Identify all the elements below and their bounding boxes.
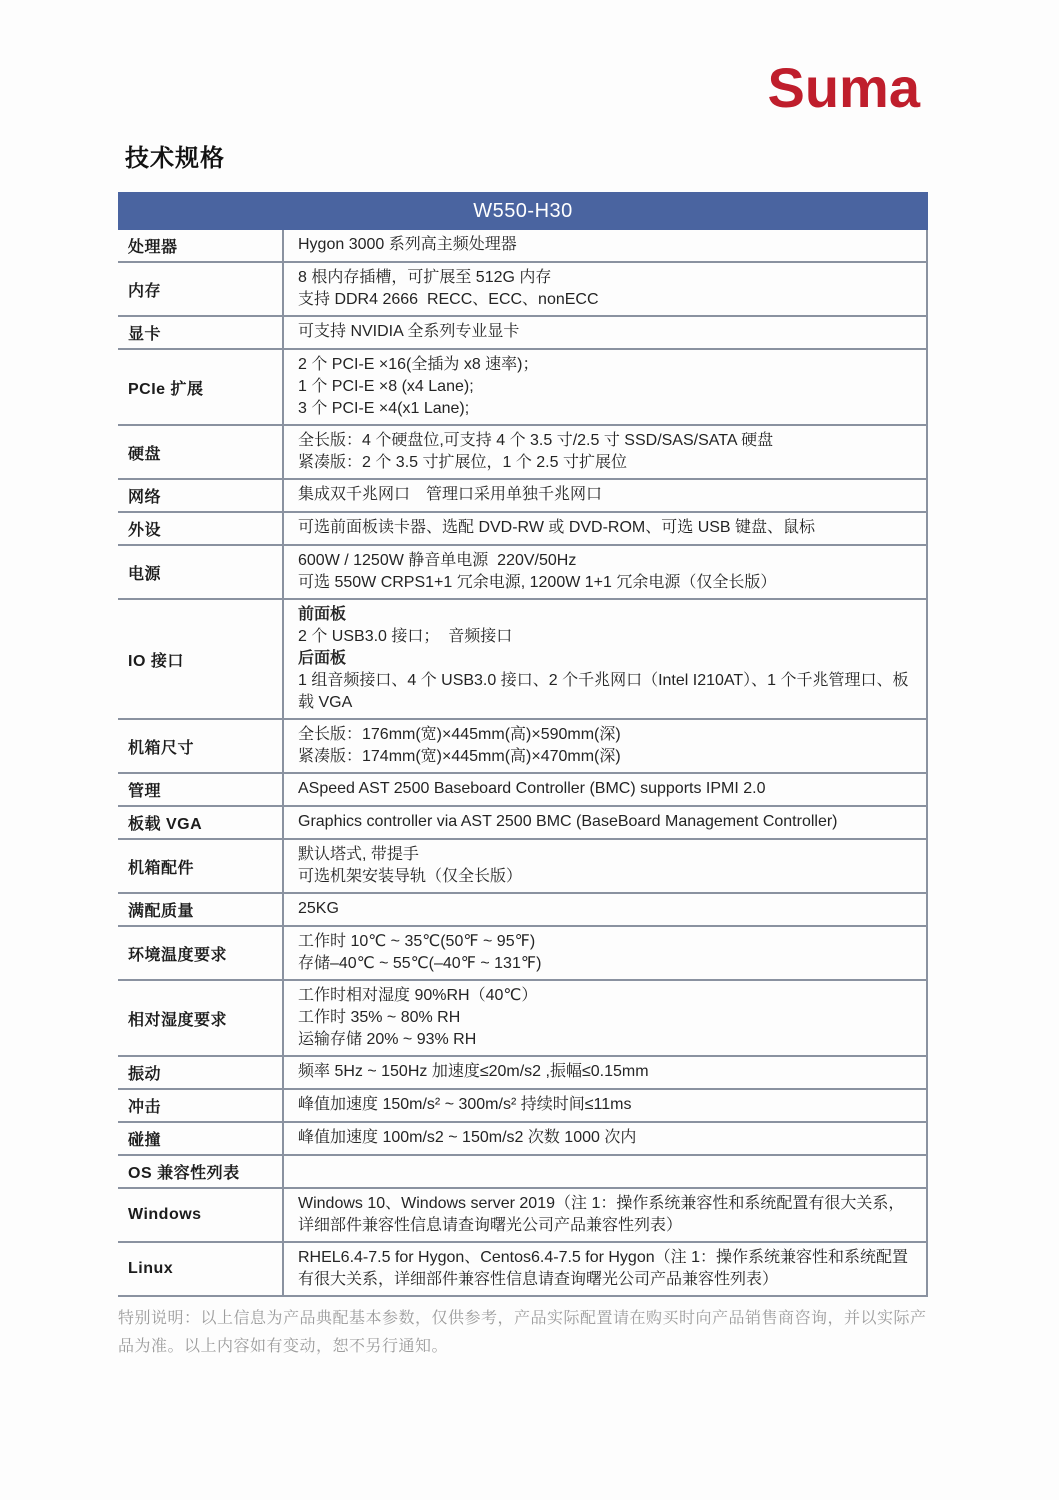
spec-row xyxy=(118,480,926,513)
spec-line: 全长版：4 个硬盘位,可支持 4 个 3.5 寸/2.5 寸 SSD/SAS/SATA 硬盘 xyxy=(298,432,774,449)
spec-value xyxy=(282,720,926,772)
spec-label: 环境温度要求 xyxy=(128,946,228,964)
spec-row xyxy=(118,840,926,894)
spec-value xyxy=(282,774,926,805)
spec-line: 默认塔式, 带提手 xyxy=(298,846,419,863)
spec-line: 支持 DDR4 2666 RECC、ECC、nonECC xyxy=(298,291,599,308)
spec-label: 板载 VGA xyxy=(128,816,203,833)
spec-value xyxy=(282,1057,926,1088)
spec-label: Linux xyxy=(128,1260,174,1277)
spec-row xyxy=(118,513,926,546)
spec-line: 600W / 1250W 静音单电源 220V/50Hz xyxy=(298,552,577,569)
spec-label: 外设 xyxy=(128,522,162,539)
spec-row xyxy=(118,807,926,840)
spec-value xyxy=(282,981,926,1055)
spec-line: 1 组音频接口、4 个 USB3.0 接口、2 个千兆网口（Intel I210AT）、1 个千兆管理口、板载 VGA xyxy=(298,672,909,711)
spec-label: 相对湿度要求 xyxy=(128,1011,228,1029)
spec-value xyxy=(282,350,926,424)
spec-line: 频率 5Hz ~ 150Hz 加速度≤20m/s2 ,振幅≤0.15mm xyxy=(298,1063,649,1080)
spec-line: 前面板 xyxy=(298,606,347,623)
spec-label: 内存 xyxy=(128,282,162,300)
spec-line: 可选前面板读卡器、选配 DVD-RW 或 DVD-ROM、可选 USB 键盘、鼠标 xyxy=(298,519,816,536)
spec-row xyxy=(118,720,926,774)
spec-label: 满配质量 xyxy=(128,903,195,920)
spec-value xyxy=(282,546,926,598)
spec-row xyxy=(118,426,926,480)
spec-line: 8 根内存插槽，可扩展至 512G 内存 xyxy=(298,269,552,286)
spec-value xyxy=(282,840,926,892)
spec-row xyxy=(118,774,926,807)
spec-label: 硬盘 xyxy=(128,445,162,463)
spec-row xyxy=(118,600,926,720)
spec-label: 电源 xyxy=(128,565,162,583)
spec-line: 3 个 PCI-E ×4(x1 Lane); xyxy=(298,400,470,417)
spec-value xyxy=(282,230,926,261)
spec-label: 机箱尺寸 xyxy=(128,739,195,757)
spec-value xyxy=(282,317,926,348)
spec-line: Windows 10、Windows server 2019（注 1：操作系统兼容性和系统配置有很大关系，详细部件兼容性信息请查询曙光公司产品兼容性列表） xyxy=(298,1195,905,1234)
spec-value xyxy=(282,894,926,925)
footer-disclaimer: 特别说明：以上信息为产品典配基本参数，仅供参考，产品实际配置请在购买时向产品销售商咨询，并以实际产品为准。以上内容如有变动，恕不另行通知。 xyxy=(118,1310,927,1355)
spec-label: PCIe 扩展 xyxy=(128,380,204,398)
spec-value xyxy=(282,927,926,979)
spec-line: 紧凑版：174mm(宽)×445mm(高)×470mm(深) xyxy=(298,748,621,765)
spec-label: 冲击 xyxy=(128,1099,162,1116)
suma-logo: Suma xyxy=(767,56,920,119)
spec-row xyxy=(118,546,926,600)
spec-line: 工作时相对湿度 90%RH（40℃） xyxy=(298,987,538,1004)
spec-value xyxy=(282,807,926,838)
spec-line: 1 个 PCI-E ×8 (x4 Lane); xyxy=(298,378,474,395)
spec-row xyxy=(118,1123,926,1156)
spec-label: 管理 xyxy=(128,783,162,800)
spec-value xyxy=(282,263,926,315)
spec-line: 峰值加速度 100m/s2 ~ 150m/s2 次数 1000 次内 xyxy=(298,1129,637,1146)
spec-line: 全长版：176mm(宽)×445mm(高)×590mm(深) xyxy=(298,726,621,743)
spec-line: 紧凑版：2 个 3.5 寸扩展位，1 个 2.5 寸扩展位 xyxy=(298,454,627,471)
spec-line: 2 个 USB3.0 接口； 音频接口 xyxy=(298,628,513,645)
spec-value xyxy=(282,1123,926,1154)
spec-label: 机箱配件 xyxy=(128,859,195,877)
spec-row xyxy=(118,894,926,927)
spec-label: 网络 xyxy=(128,489,162,506)
spec-line: 可选 550W CRPS1+1 冗余电源, 1200W 1+1 冗余电源（仅全长版） xyxy=(298,574,777,591)
spec-value xyxy=(282,1156,926,1187)
spec-line: Graphics controller via AST 2500 BMC (BaseBoard Management Controller) xyxy=(298,813,838,830)
spec-label: Windows xyxy=(128,1206,202,1223)
spec-value xyxy=(282,426,926,478)
spec-line: 可支持 NVIDIA 全系列专业显卡 xyxy=(298,323,520,340)
spec-row xyxy=(118,1090,926,1123)
spec-row xyxy=(118,1156,926,1189)
spec-line: 峰值加速度 150m/s² ~ 300m/s² 持续时间≤11ms xyxy=(298,1096,632,1113)
spec-value xyxy=(282,1243,926,1295)
spec-table xyxy=(118,192,928,1297)
spec-line: RHEL6.4-7.5 for Hygon、Centos6.4-7.5 for Hygon（注 1：操作系统兼容性和系统配置有很大关系，详细部件兼容性信息请查询曙光公司产品兼容性列表） xyxy=(298,1249,908,1288)
spec-rows xyxy=(118,230,928,1297)
spec-label: 碰撞 xyxy=(128,1132,162,1149)
table-header-model: W550-H30 xyxy=(118,192,928,230)
spec-line: 25KG xyxy=(298,900,339,917)
spec-value xyxy=(282,1189,926,1241)
spec-row xyxy=(118,350,926,426)
spec-label: 振动 xyxy=(128,1066,162,1083)
spec-label: OS 兼容性列表 xyxy=(128,1165,240,1182)
spec-row xyxy=(118,230,926,263)
spec-line: 2 个 PCI-E ×16(全插为 x8 速率)； xyxy=(298,356,539,373)
spec-line: 后面板 xyxy=(298,650,347,667)
spec-value xyxy=(282,513,926,544)
spec-label: IO 接口 xyxy=(128,652,184,670)
spec-row xyxy=(118,927,926,981)
spec-line: 运输存储 20% ~ 93% RH xyxy=(298,1031,477,1048)
spec-label: 显卡 xyxy=(128,326,162,343)
spec-row xyxy=(118,1243,926,1297)
spec-row xyxy=(118,317,926,350)
spec-row xyxy=(118,981,926,1057)
spec-row xyxy=(118,1057,926,1090)
spec-row xyxy=(118,1189,926,1243)
spec-line: 集成双千兆网口 管理口采用单独千兆网口 xyxy=(298,486,603,503)
page-title: 技术规格 xyxy=(125,145,225,172)
spec-line: 工作时 35% ~ 80% RH xyxy=(298,1009,461,1026)
spec-value xyxy=(282,600,926,718)
spec-line: 可选机架安装导轨（仅全长版） xyxy=(298,868,523,885)
spec-line: 存储–40℃ ~ 55℃(–40℉ ~ 131℉) xyxy=(298,955,542,972)
spec-line: ASpeed AST 2500 Baseboard Controller (BMC) supports IPMI 2.0 xyxy=(298,780,766,797)
spec-line: 工作时 10℃ ~ 35℃(50℉ ~ 95℉) xyxy=(298,933,536,950)
spec-label: 处理器 xyxy=(128,239,178,256)
spec-line: Hygon 3000 系列高主频处理器 xyxy=(298,236,517,253)
spec-value xyxy=(282,480,926,511)
spec-row xyxy=(118,263,926,317)
spec-value xyxy=(282,1090,926,1121)
